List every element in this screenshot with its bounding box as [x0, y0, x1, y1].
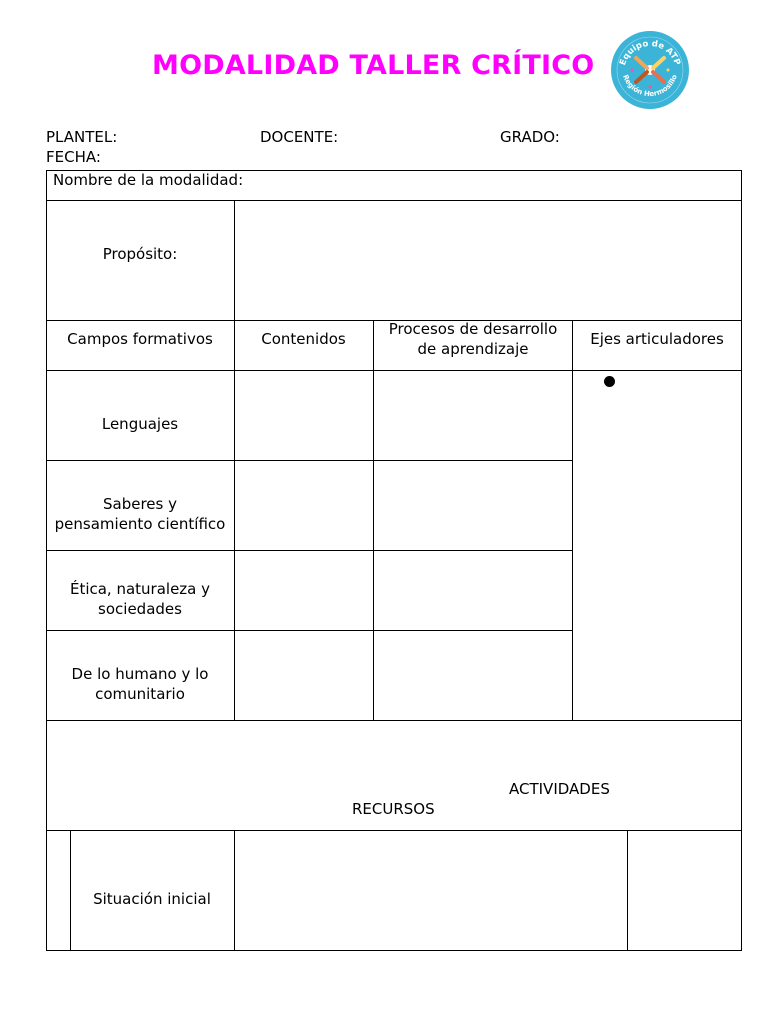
logo-top-text: Equipo de ATP	[618, 38, 682, 67]
docente-label: DOCENTE:	[260, 128, 339, 146]
fecha-label: FECHA:	[46, 148, 101, 166]
col-header-procesos: Procesos de desarrollo de aprendizaje	[388, 320, 558, 358]
row-label-lenguajes: Lenguajes	[101, 415, 179, 433]
modalidad-label: Nombre de la modalidad:	[53, 171, 244, 189]
logo-bottom-text: Región Hermosillo	[621, 73, 679, 99]
proposito-field[interactable]	[235, 201, 741, 320]
row-label-etica: Ética, naturaleza y sociedades	[69, 580, 211, 618]
recursos-label: RECURSOS	[352, 800, 435, 818]
row-label-humano: De lo humano y lo comunitario	[71, 665, 209, 703]
team-logo	[610, 30, 690, 110]
page-title: MODALIDAD TALLER CRÍTICO	[152, 50, 595, 81]
situacion-inicial-field[interactable]	[235, 831, 627, 950]
actividades-label: ACTIVIDADES	[509, 780, 610, 798]
col-header-ejes: Ejes articuladores	[590, 330, 724, 348]
grado-label: GRADO:	[500, 128, 560, 146]
plantel-label: PLANTEL:	[46, 128, 118, 146]
situacion-inicial-label: Situación inicial	[93, 890, 211, 908]
col-header-campos: Campos formativos	[67, 330, 213, 348]
proposito-label: Propósito:	[102, 245, 178, 263]
col-header-contenidos: Contenidos	[261, 330, 346, 348]
row-label-saberes: Saberes y pensamiento científico	[54, 495, 226, 533]
bullet-icon	[604, 376, 615, 387]
